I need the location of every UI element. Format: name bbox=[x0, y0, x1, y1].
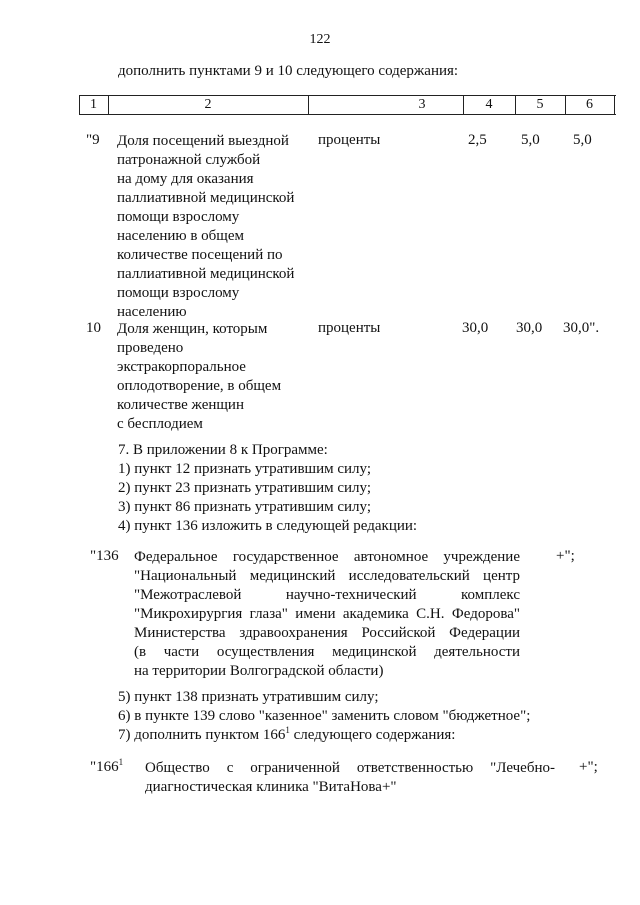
superscript: 1 bbox=[118, 757, 124, 767]
list-item bbox=[118, 726, 530, 745]
entry-text bbox=[134, 548, 520, 681]
table-header-row bbox=[79, 95, 616, 115]
list-item: 5) пункт 138 признать утратившим силу; bbox=[118, 689, 379, 705]
desc-line: оплодотворение, в общем bbox=[117, 378, 282, 394]
desc-line: населению в общем bbox=[117, 228, 245, 244]
row-value-col4: 2,5 bbox=[468, 132, 487, 148]
desc-line: на дому для оказания bbox=[117, 171, 254, 187]
table-header-cell: 1 bbox=[90, 97, 97, 112]
amendment-list bbox=[118, 441, 417, 536]
list-item: 6) в пункте 139 слово "казенное" заменить словом "бюджетное"; bbox=[118, 708, 531, 724]
desc-line: количестве женщин bbox=[117, 397, 244, 413]
desc-line: экстракорпоральное bbox=[117, 359, 246, 375]
table-header-cell: 6 bbox=[586, 97, 593, 112]
entry-text bbox=[145, 759, 555, 797]
desc-line: паллиативной медицинской bbox=[117, 266, 295, 282]
entry-number bbox=[90, 759, 123, 776]
entry-line: диагностическая клиника "ВитаНова+" bbox=[145, 779, 397, 795]
desc-line: количестве посещений по bbox=[117, 247, 283, 263]
row-value-col4: 30,0 bbox=[462, 320, 489, 336]
table-header-cell: 4 bbox=[485, 97, 493, 112]
list-item: 1) пункт 12 признать утратившим силу; bbox=[118, 461, 372, 477]
row-value-col6: 30,0". bbox=[563, 320, 600, 336]
desc-line: Доля женщин, которым bbox=[117, 321, 268, 337]
desc-line: паллиативной медицинской bbox=[117, 190, 295, 206]
row-unit: проценты bbox=[318, 320, 381, 336]
amendment-list bbox=[118, 688, 530, 745]
entry-line: "Межотраслевой научно-технический комплекс bbox=[134, 587, 520, 603]
entry-line: Министерства здравоохранения Российской Федерации bbox=[134, 625, 520, 641]
list-item: 4) пункт 136 изложить в следующей редакции: bbox=[118, 518, 418, 534]
entry-line: на территории Волгоградской области) bbox=[134, 663, 384, 679]
desc-line: помощи взрослому bbox=[117, 209, 240, 225]
row-value-col5: 5,0 bbox=[521, 132, 540, 148]
superscript: 1 bbox=[285, 725, 290, 735]
entry-line: "Микрохирургия глаза" имени академика С.Н. Федорова" bbox=[134, 606, 520, 622]
list-item: 3) пункт 86 признать утратившим силу; bbox=[118, 499, 372, 515]
desc-line: помощи взрослому bbox=[117, 285, 240, 301]
row-description bbox=[117, 132, 309, 322]
list-item: 7. В приложении 8 к Программе: bbox=[118, 442, 328, 458]
entry-line: Федеральное государственное автономное учреждение bbox=[134, 549, 520, 565]
desc-line: с бесплодием bbox=[117, 416, 203, 432]
row-value-col5: 30,0 bbox=[516, 320, 543, 336]
row-value-col6: 5,0 bbox=[573, 132, 592, 148]
desc-line: населению bbox=[117, 304, 187, 320]
list-item: 2) пункт 23 признать утратившим силу; bbox=[118, 480, 372, 496]
page-number: 122 bbox=[309, 32, 331, 47]
entry-number-text: "166 bbox=[90, 759, 119, 775]
row-description bbox=[117, 320, 309, 434]
desc-line: Доля посещений выездной bbox=[117, 133, 289, 149]
row-number: "9 bbox=[86, 132, 100, 148]
desc-line: патронажной службой bbox=[117, 152, 261, 168]
entry-mark: +"; bbox=[579, 759, 598, 775]
desc-line: проведено bbox=[117, 340, 184, 356]
list-item-text: 7) дополнить пунктом 166 bbox=[118, 727, 286, 743]
entry-mark: +"; bbox=[556, 548, 575, 564]
table-header-cell: 3 bbox=[418, 97, 426, 112]
intro-text: дополнить пунктами 9 и 10 следующего содержания: bbox=[118, 63, 459, 79]
table-border bbox=[614, 96, 615, 114]
row-number: 10 bbox=[86, 320, 101, 336]
entry-line: "Национальный медицинский исследовательский центр bbox=[134, 568, 520, 584]
list-item-text: следующего содержания: bbox=[289, 727, 456, 743]
entry-line: (в части осуществления медицинской деятельности bbox=[134, 644, 520, 660]
table-header-cell: 2 bbox=[204, 97, 212, 112]
entry-number: "136 bbox=[90, 548, 119, 564]
row-unit: проценты bbox=[318, 132, 381, 148]
entry-line: Общество с ограниченной ответственностью "Лечебно- bbox=[145, 760, 555, 776]
table-header-cell: 5 bbox=[536, 97, 544, 112]
